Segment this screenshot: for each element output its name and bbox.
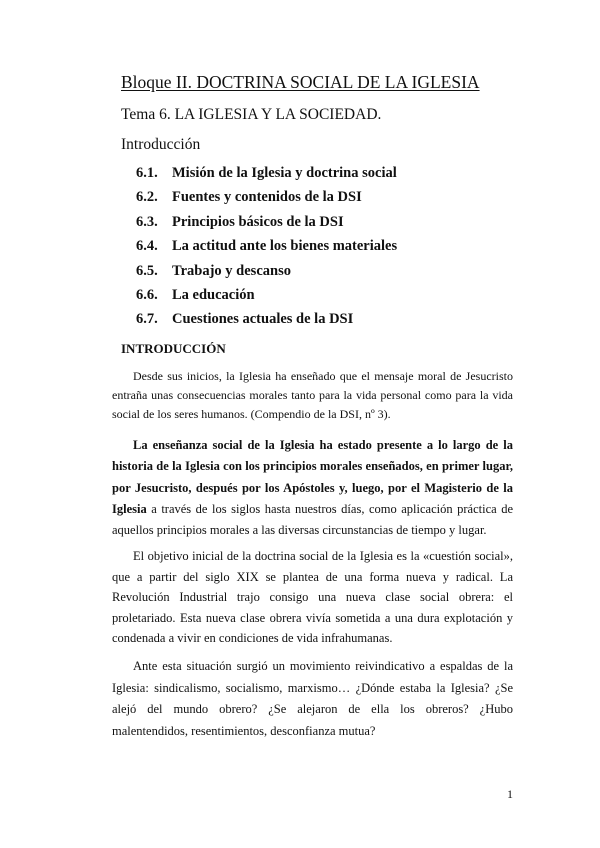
intro-heading: Introducción xyxy=(121,136,201,153)
toc-item-6-5 xyxy=(136,263,397,287)
page-number: 1 xyxy=(507,787,513,801)
toc-number: 6.7. xyxy=(136,311,158,328)
block-title: Bloque II. DOCTRINA SOCIAL DE LA IGLESIA xyxy=(121,72,480,92)
toc-number: 6.3. xyxy=(136,213,158,230)
paragraph-1: Desde sus inicios, la Iglesia ha enseñado que el mensaje moral de Jesucristo entraña unas consecuencias morales tanto para la vida personal como para la vida social de los seres humanos. (Compendio de la DSI, nº 3). xyxy=(112,369,513,421)
table-of-contents xyxy=(136,165,397,336)
section-heading: INTRODUCCIÓN xyxy=(121,341,226,356)
toc-number: 6.2. xyxy=(136,189,158,206)
toc-item-6-2 xyxy=(136,189,397,213)
tema-title: Tema 6. LA IGLESIA Y LA SOCIEDAD. xyxy=(121,106,382,123)
toc-item-6-4 xyxy=(136,238,397,262)
toc-item-6-1 xyxy=(136,165,397,189)
toc-label: Misión de la Iglesia y doctrina social xyxy=(172,165,397,181)
toc-number: 6.4. xyxy=(136,238,158,255)
paragraph-2-bold: La enseñanza social de la Iglesia ha estado presente a lo largo de la historia de la Iglesia con los principios morales enseñados, en primer lugar, por Jesucristo, después por los Apóstoles y, luego, por el Magisterio de la Iglesia xyxy=(112,438,513,516)
toc-item-6-3 xyxy=(136,214,397,238)
toc-number: 6.1. xyxy=(136,165,158,181)
toc-label: Cuestiones actuales de la DSI xyxy=(172,311,354,328)
paragraph-4: Ante esta situación surgió un movimiento reivindicativo a espaldas de la Iglesia: sindicalismo, socialismo, marxismo… ¿Dónde estaba la Iglesia? ¿Se alejó del mundo obrero? ¿Se alejaron de ella los obreros? ¿Hubo malentendidos, resentimientos, desconfianza mutua? xyxy=(112,659,513,738)
toc-label: Principios básicos de la DSI xyxy=(172,213,344,230)
toc-item-6-7 xyxy=(136,311,397,335)
toc-label: La actitud ante los bienes materiales xyxy=(172,238,398,255)
toc-label: La educación xyxy=(172,286,255,303)
paragraph-3: El objetivo inicial de la doctrina social de la Iglesia es la «cuestión social», que a partir del siglo XIX se plantea de una forma nueva y radical. La Revolución Industrial trajo consigo una nueva clase social obrera: el proletariado. Esta nueva clase obrera vivía sometida a una dura explotación y condenada a vivir en condiciones de vida infrahumanas. xyxy=(112,549,513,645)
toc-label: Fuentes y contenidos de la DSI xyxy=(172,189,362,206)
toc-item-6-6 xyxy=(136,287,397,311)
paragraph-2-rest: a través de los siglos hasta nuestros días, como aplicación práctica de aquellos principios morales a las diversas circunstancias de tiempo y lugar. xyxy=(112,501,513,538)
toc-number: 6.6. xyxy=(136,286,158,303)
toc-label: Trabajo y descanso xyxy=(172,262,291,279)
paragraph-2 xyxy=(112,435,513,541)
toc-number: 6.5. xyxy=(136,262,158,279)
